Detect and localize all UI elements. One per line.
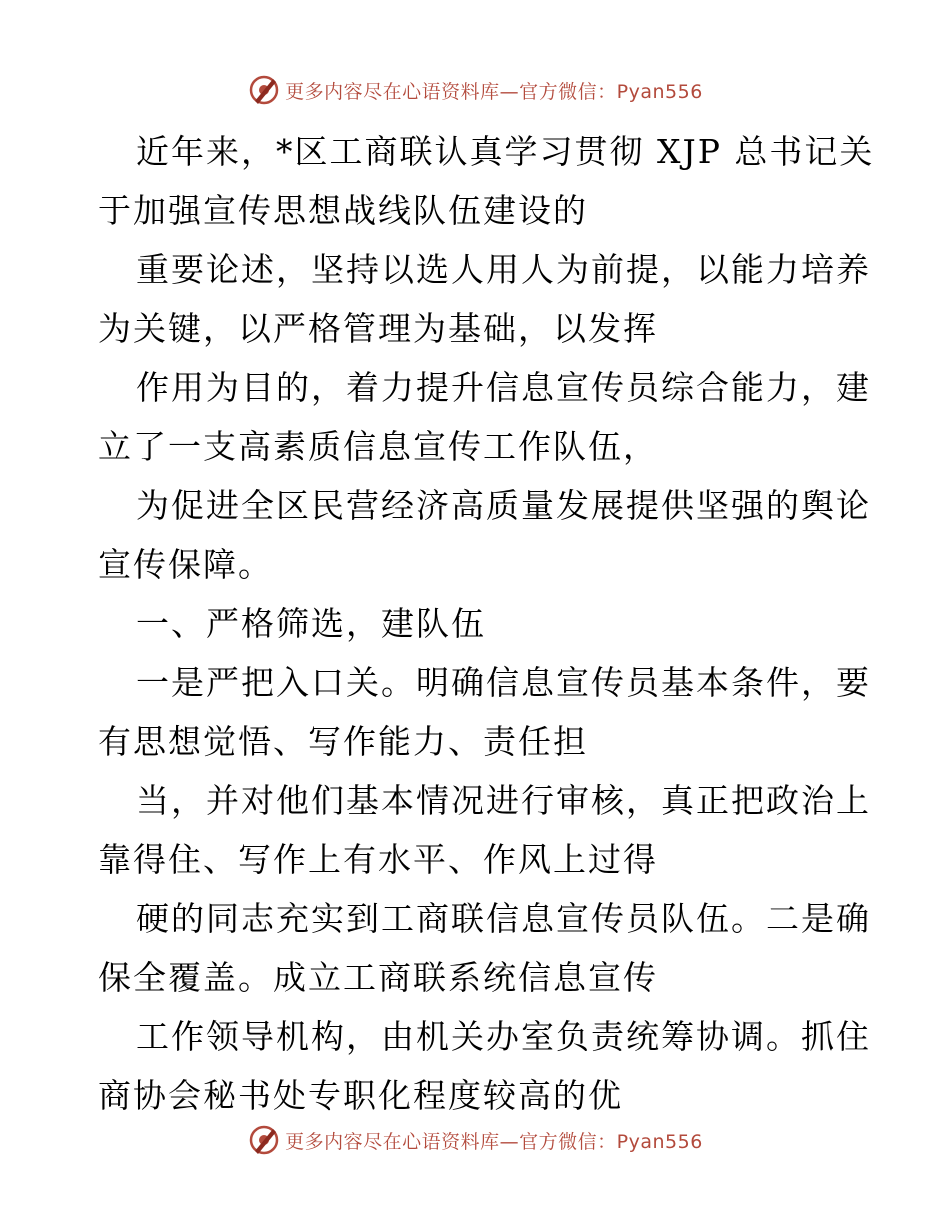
text-line: 作用为目的，着力提升信息宣传员综合能力，建: [136, 368, 871, 407]
section-heading: 一、严格筛选，建队伍: [136, 604, 486, 643]
text-line: 为促进全区民营经济高质量发展提供坚强的舆论: [136, 486, 871, 525]
header-watermark: [0, 70, 950, 110]
text-line: 商协会秘书处专职化程度较高的优: [98, 1076, 623, 1115]
watermark-text: 更多内容尽在心语资料库—官方微信：Pyan556: [285, 1130, 703, 1153]
text-line: 硬的同志充实到工商联信息宣传员队伍。二是确: [136, 899, 871, 938]
text-line: 保全覆盖。成立工商联系统信息宣传: [98, 958, 658, 997]
watermark-text: 更多内容尽在心语资料库—官方微信：Pyan556: [285, 80, 703, 103]
text-line: 靠得住、写作上有水平、作风上过得: [98, 840, 658, 879]
pen-logo-icon: [247, 73, 281, 107]
document-body: [98, 122, 875, 1125]
text-line: 当，并对他们基本情况进行审核，真正把政治上: [136, 781, 871, 820]
text-line: 立了一支高素质信息宣传工作队伍，: [98, 427, 658, 466]
footer-watermark: [0, 1120, 950, 1160]
text-line: 重要论述，坚持以选人用人为前提，以能力培养: [136, 250, 871, 289]
text-line: 宣传保障。: [98, 545, 273, 584]
text-line: 于加强宣传思想战线队伍建设的: [98, 191, 588, 230]
text-line: 有思想觉悟、写作能力、责任担: [98, 722, 588, 761]
text-line: 近年来，*区工商联认真学习贯彻 XJP 总书记关: [136, 132, 875, 171]
text-line: 工作领导机构，由机关办室负责统筹协调。抓住: [136, 1017, 871, 1056]
text-line: 一是严把入口关。明确信息宣传员基本条件，要: [136, 663, 871, 702]
text-line: 为关键，以严格管理为基础，以发挥: [98, 309, 658, 348]
pen-logo-icon: [247, 1123, 281, 1157]
